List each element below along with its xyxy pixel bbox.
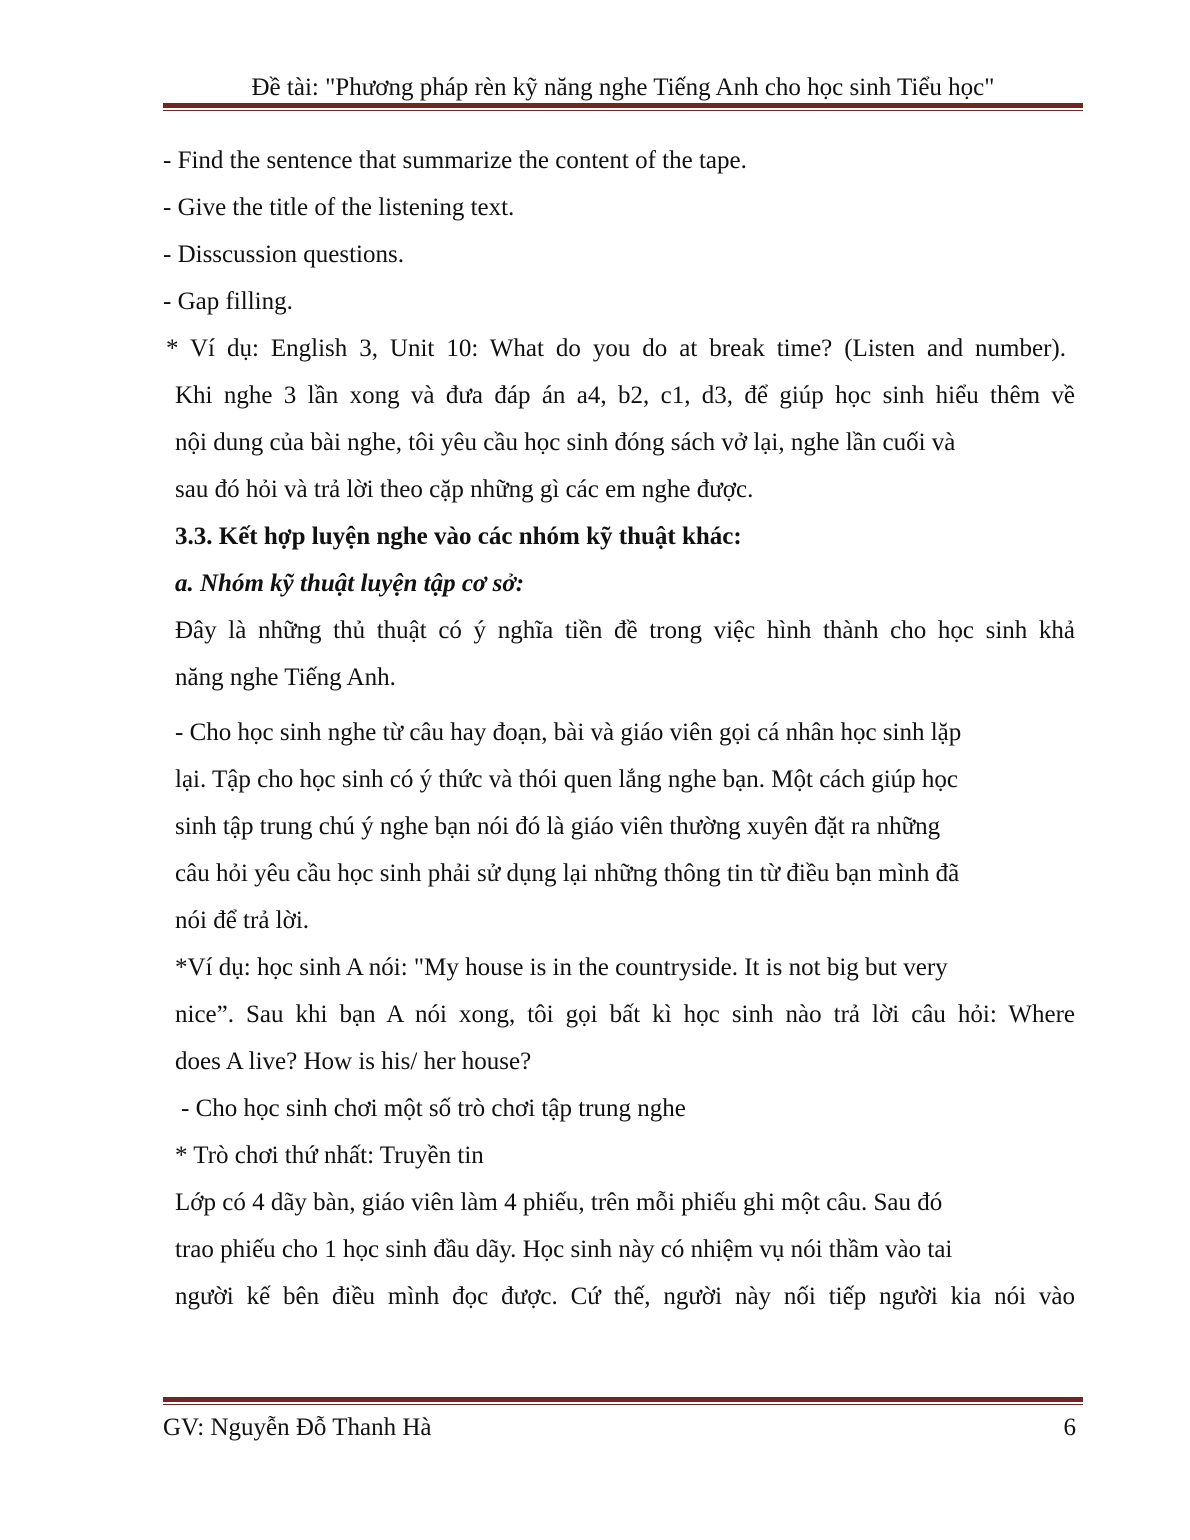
header-title: Đề tài: "Phương pháp rèn kỹ năng nghe Tiếng Anh cho học sinh Tiểu học" <box>251 74 995 101</box>
subsection-heading-a: a. Nhóm kỹ thuật luyện tập cơ sở: <box>175 570 525 597</box>
paragraph-line: *Ví dụ: học sinh A nói: "My house is in the countryside. It is not big but very <box>175 954 948 981</box>
paragraph-line: nice”. Sau khi bạn A nói xong, tôi gọi bất kì học sinh nào trả lời câu hỏi: Where <box>175 1001 1075 1028</box>
paragraph-line: người kế bên điều mình đọc được. Cứ thế, người này nối tiếp người kia nói vào <box>175 1283 1075 1310</box>
example-english3-unit10: * Ví dụ: English 3, Unit 10: What do you do at break time? (Listen and number). <box>166 335 1066 362</box>
list-item-listening-games: - Cho học sinh chơi một số trò chơi tập trung nghe <box>181 1095 686 1122</box>
list-item-summary-sentence: - Find the sentence that summarize the content of the tape. <box>163 147 747 174</box>
paragraph-line: Lớp có 4 dãy bàn, giáo viên làm 4 phiếu, trên mỗi phiếu ghi một câu. Sau đó <box>175 1189 943 1216</box>
paragraph-line: sinh tập trung chú ý nghe bạn nói đó là giáo viên thường xuyên đặt ra những <box>175 813 941 840</box>
paragraph-line: lại. Tập cho học sinh có ý thức và thói quen lắng nghe bạn. Một cách giúp học <box>175 766 959 793</box>
list-item-gap-filling: - Gap filling. <box>163 288 293 315</box>
paragraph-line: câu hỏi yêu cầu học sinh phải sử dụng lại những thông tin từ điều bạn mình đã <box>175 860 960 887</box>
paragraph-line: does A live? How is his/ her house? <box>175 1048 532 1075</box>
paragraph-line: trao phiếu cho 1 học sinh đầu dãy. Học sinh này có nhiệm vụ nói thầm vào tai <box>175 1236 953 1263</box>
list-item-give-title: - Give the title of the listening text. <box>163 194 515 221</box>
section-heading-3-3: 3.3. Kết hợp luyện nghe vào các nhóm kỹ thuật khác: <box>175 523 742 550</box>
paragraph-line: năng nghe Tiếng Anh. <box>175 664 396 691</box>
footer-rule <box>163 1397 1083 1405</box>
paragraph-line: Khi nghe 3 lần xong và đưa đáp án a4, b2, c1, d3, để giúp học sinh hiểu thêm về <box>175 382 1075 409</box>
paragraph-line: - Cho học sinh nghe từ câu hay đoạn, bài và giáo viên gọi cá nhân học sinh lặp <box>175 719 962 746</box>
page-number: 6 <box>1063 1414 1076 1441</box>
paragraph-line: nội dung của bài nghe, tôi yêu cầu học sinh đóng sách vở lại, nghe lần cuối và <box>175 429 956 456</box>
footer-author: GV: Nguyễn Đỗ Thanh Hà <box>163 1414 432 1441</box>
paragraph-line: Đây là những thủ thuật có ý nghĩa tiền đề trong việc hình thành cho học sinh khả <box>175 617 1075 644</box>
game-one-heading: * Trò chơi thứ nhất: Truyền tin <box>175 1142 484 1169</box>
paragraph-line: sau đó hỏi và trả lời theo cặp những gì các em nghe được. <box>175 476 754 503</box>
header-rule <box>163 103 1083 111</box>
paragraph-line: nói để trả lời. <box>175 907 310 934</box>
list-item-discussion-questions: - Disscussion questions. <box>163 241 404 268</box>
